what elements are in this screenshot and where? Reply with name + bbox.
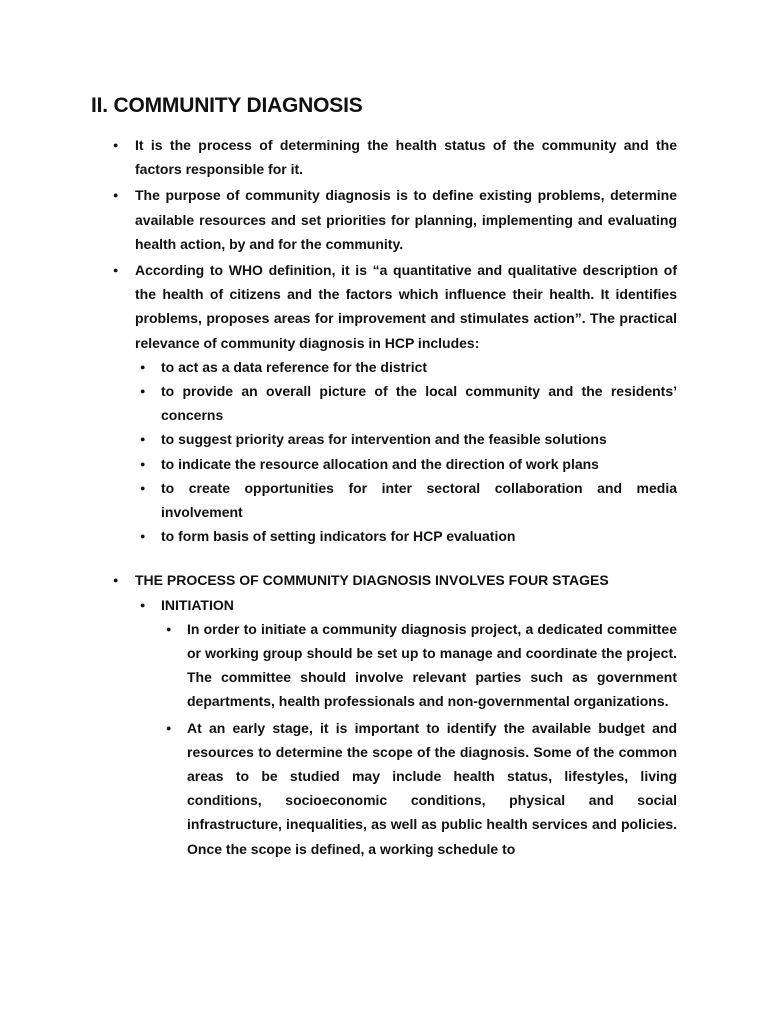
relevance-list: [161, 355, 677, 549]
bullet-definition: ● It is the process of determining the health status of the community and the factors responsible for it.: [135, 133, 677, 181]
main-bullet-list: [135, 133, 677, 861]
section-title: II. COMMUNITY DIAGNOSIS: [91, 94, 363, 117]
relevance-item: ● to form basis of setting indicators for HCP evaluation: [161, 524, 677, 548]
bullet-purpose: ● The purpose of community diagnosis is to define existing problems, determine available resources and set priorities for planning, implementing and evaluating health action, by and for the community.: [135, 183, 677, 256]
relevance-item: ● to indicate the resource allocation and the direction of work plans: [161, 452, 677, 476]
document-body: [0, 133, 768, 863]
relevance-item: ● to provide an overall picture of the local community and the residents’ concerns: [161, 379, 677, 427]
relevance-item: ● to act as a data reference for the district: [161, 355, 677, 379]
initiation-point: ● At an early stage, it is important to identify the available budget and resources to determine the scope of the diagnosis. Some of the common areas to be studied may include health status, lifestyles, living conditions, socioeconomic conditions, physical and social infrastructure, inequalities, as well as public health services and policies. Once the scope is defined, a working schedule to: [187, 716, 677, 861]
stage-initiation: [161, 593, 677, 861]
relevance-item: ● to create opportunities for inter sectoral collaboration and media involvement: [161, 476, 677, 524]
bullet-process-stages: [135, 568, 677, 860]
process-heading: THE PROCESS OF COMMUNITY DIAGNOSIS INVOLVES FOUR STAGES: [135, 572, 609, 589]
stages-list: [161, 593, 677, 861]
initiation-point: ● In order to initiate a community diagnosis project, a dedicated committee or working group should be set up to manage and coordinate the project. The committee should involve relevant parties such as government departments, health professionals and non-governmental organizations.: [187, 617, 677, 714]
bullet-who-definition: [135, 258, 677, 548]
initiation-points: [187, 617, 677, 861]
stage-label: INITIATION: [161, 596, 234, 613]
relevance-item: ● to suggest priority areas for intervention and the feasible solutions: [161, 427, 677, 451]
who-definition-text: According to WHO definition, it is “a quantitative and qualitative description of the health of citizens and the factors which influence their health. It identifies problems, proposes areas for improvement and stimulates action”. The practical relevance of community diagnosis in HCP includes:: [135, 262, 677, 351]
